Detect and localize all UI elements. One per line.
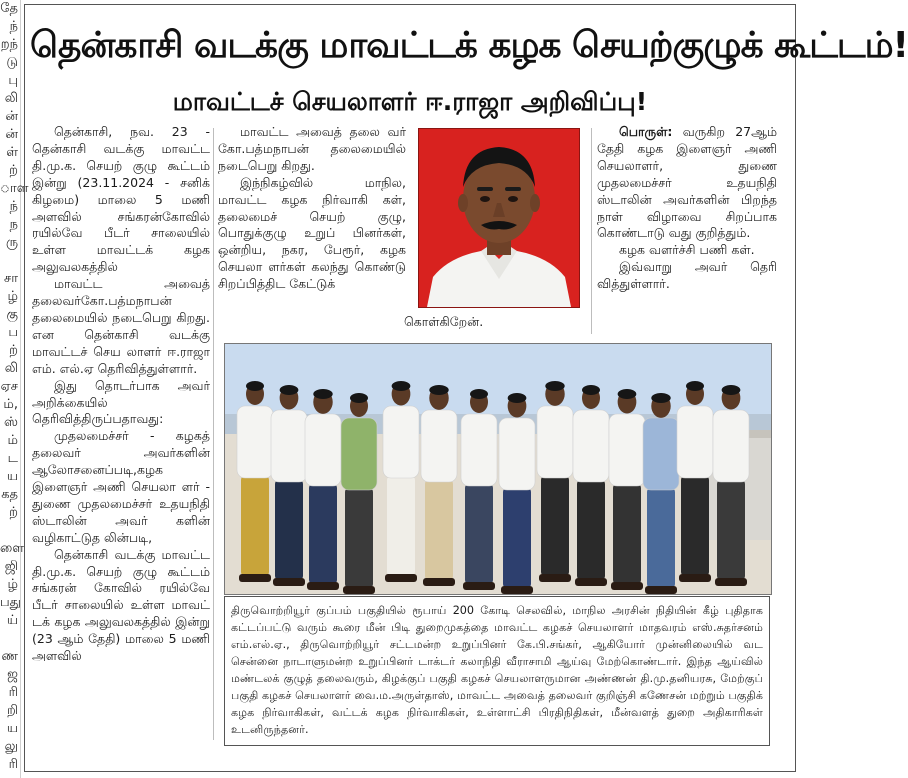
person-figure [341,393,377,594]
column-rule [213,128,214,740]
strip-line: ந [9,217,18,232]
col2-paragraph-1: மாவட்ட அவைத் தலை வர் கோ.பத்மநாபன் தலைமையில் நடைபெறு கிறது. [218,124,406,173]
col1-paragraph-3: இது தொடர்பாக அவர் அறிக்கையில் தெரிவித்திருப்பதாவது: [32,377,210,427]
person-figure [713,385,749,586]
column-rule [591,128,592,334]
strip-line: லி [4,91,18,106]
subject-label: பொருள்: [619,124,673,139]
strip-line: ண [1,649,18,664]
person-figure [421,385,457,586]
previous-article-strip [0,0,29,778]
strip-line: லி [4,361,18,376]
strip-line: ந் [9,199,18,214]
strip-line: ற் [9,505,18,520]
subheadline: மாவட்டச் செயலாளர் ஈ.ராஜா அறிவிப்பு! [172,87,648,116]
strip-line: ன் [5,127,18,142]
photo-caption: திருவொற்றியூர் குப்பம் பகுதியில் ரூபாய் 200 கோடி செலவில், மாநில அரசின் நிதியின் கீழ் புதிதாக கட்டப்பட்டு வரும் கூரை மீன் பிடி துறைமுகத்தை மாவட்ட கழகச் செயலாளர் மாதவரம் எஸ்.சுதர்சனம் எம்.எல்.ஏ., திருவொற்றியூர் சட்டமன்ற உறுப்பினர் கே.பி.சங்கர், ஆகியோர் முன்னிலையில் வட சென்னை நாடாளுமன்ற உறுப்பினர் டாக்டர் கலாநிதி வீராசாமி ஆய்வு மேற்கொண்டார். இந்த ஆய்வில் மண்டலக் குழுத் தலைவரும், கிழக்குப் பகுதி கழகச் செயலாளருமான அண்ணன் தி.மு.தனியரசு, மேற்குப் பகுதி கழகச் செயலாளர் வை.ம.அருள்தாஸ், மாவட்ட அவைத் தலைவர் குறிஞ்சி கணேசன் மற்றும் பகுதிக் கழக நிர்வாகிகள், வட்டக் கழக நிர்வாகிகள், உள்ளாட்சி பிரதிநிதிகள், மீன்வளத் துறை அதிகாரிகள் உடனிருந்தனர். [224,596,770,746]
strip-line: ட [7,451,18,466]
person-figure [237,381,273,582]
person-figure [643,393,679,594]
article-column-3 [597,124,777,336]
strip-line: ஜி [4,559,18,574]
person-figure [305,389,341,590]
person-figure [677,381,713,582]
strip-line: ய [6,469,18,484]
col1-paragraph-1: தென்காசி, நவ. 23 - தென்காசி வடக்கு மாவட்ட தி.மு.க. செயற் குழு கூட்டம் இன்று (23.11.2024 - சனிக் கிழமை) மாலை 5 மணி அளவில் சங்கரன்கோவில் ரயில்வே பீடர் சாலையில் உள்ள மாவட்டக் கழக அலுவலகத்தில் [32,124,210,275]
strip-line: ன் [5,109,18,124]
strip-line: ஜ [7,667,18,682]
portrait-illustration [419,129,579,307]
headline: தென்காசி வடக்கு மாவட்டக் கழக செயற்குழுக் கூட்டம்! [30,25,908,66]
group-photo-illustration [225,344,771,594]
strip-line [0,252,20,270]
strip-line: ள் [6,145,18,160]
strip-line: தே [0,1,18,16]
strip-line [0,630,20,648]
portrait-photo [418,128,580,308]
article-column-2 [218,124,406,336]
strip-line: ழ் [7,577,18,592]
group-photo [224,343,772,595]
strip-line: றி [6,703,18,718]
person-figure [383,381,419,582]
article-column-1 [32,124,210,744]
strip-line: ாள [0,181,29,196]
strip-line: றந் [0,37,18,52]
col3-paragraph-2: கழக வளர்ச்சி பணி கள். [619,242,755,258]
strip-line: கு [6,307,18,322]
person-figure [271,385,307,586]
strip-line: பு [8,73,18,88]
col3-paragraph-1 [597,124,777,242]
col2-paragraph-2: இந்நிகழ்வில் மாநில, மாவட்ட கழக நிர்வாகி கள், தலைமைச் செயற் குழு, பொதுக்குழு உறுப் பினர்கள், ஒன்றிய, நகர, பேரூர், கழக செயலா ளர்கள் கலந்து கொண்டு சிறப்பித்திட கேட்டுக் [218,174,406,292]
col1-paragraph-5: தென்காசி வடக்கு மாவட்ட தி.மு.க. செயற் குழு கூட்டம் சங்கரன் கோவில் ரயில்வே பீடர் சாலையில் உள்ள மாவட் டக் கழக அலுவலகத்தில் இன்று (23 ஆம் தேதி) மாலை 5 மணி அளவில் [32,546,210,664]
strip-line: ரு [5,235,18,250]
col3-paragraph-1-text: வருகிற 27ஆம் தேதி கழக இளைஞர் அணி செயலாளர், துணை முதலமைச்சர் உதயநிதி ஸ்டாலின் அவர்களின் பிறந்த நாள் விழாவை சிறப்பாக கொண்டாடு வது குறித்தும். [597,124,777,241]
strip-line: ரி [8,757,18,772]
strip-line: ஏச [0,379,18,394]
strip-line: ந் [9,19,18,34]
strip-line: ய [6,721,18,736]
strip-line: ஸ் [4,415,18,430]
strip-line [0,522,20,540]
strip-line: கத [1,487,18,502]
person-figure [537,381,573,582]
person-figure [609,389,645,590]
strip-line: ப [8,325,18,340]
col3-paragraph-3: இவ்வாறு அவர் தெரி வித்துள்ளார். [597,259,777,292]
col1-paragraph-2: மாவட்ட அவைத் தலைவர்கோ.பத்மநாபன் தலைமையில் நடைபெறு கிறது. என தென்காசி வடக்கு மாவட்டச் செய லாளர் ஈ.ராஜா எம். எல்.ஏ தெரிவித்துள்ளார். [32,276,210,376]
col1-paragraph-4: முதலமைச்சர் - கழகத் தலைவர் அவர்களின் ஆலோசனைப்படி,கழக இளைஞர் அணி செயலா ளர் - துணை முதலமைச்சர் உதயநிதி ஸ்டாலின் அவர் களின் வழிகாட்டுத லின்படி, [32,428,210,545]
strip-line: ய் [6,613,18,628]
strip-line: ம் [7,433,18,448]
strip-line: ளை [0,541,25,556]
strip-line: டு [6,55,18,70]
strip-line: ழ் [7,289,18,304]
strip-line: லு [4,739,18,754]
strip-line: பது [0,595,21,610]
strip-line: ற் [9,163,18,178]
strip-line: ம், [3,397,18,412]
strip-line: ரி [8,685,18,700]
strip-line: சா [4,271,18,286]
person-figure [461,389,497,590]
person-figure [573,385,609,586]
col2-tail-text: கொள்கிறேன். [404,314,484,329]
strip-line: ற் [9,343,18,358]
person-figure [499,393,535,594]
